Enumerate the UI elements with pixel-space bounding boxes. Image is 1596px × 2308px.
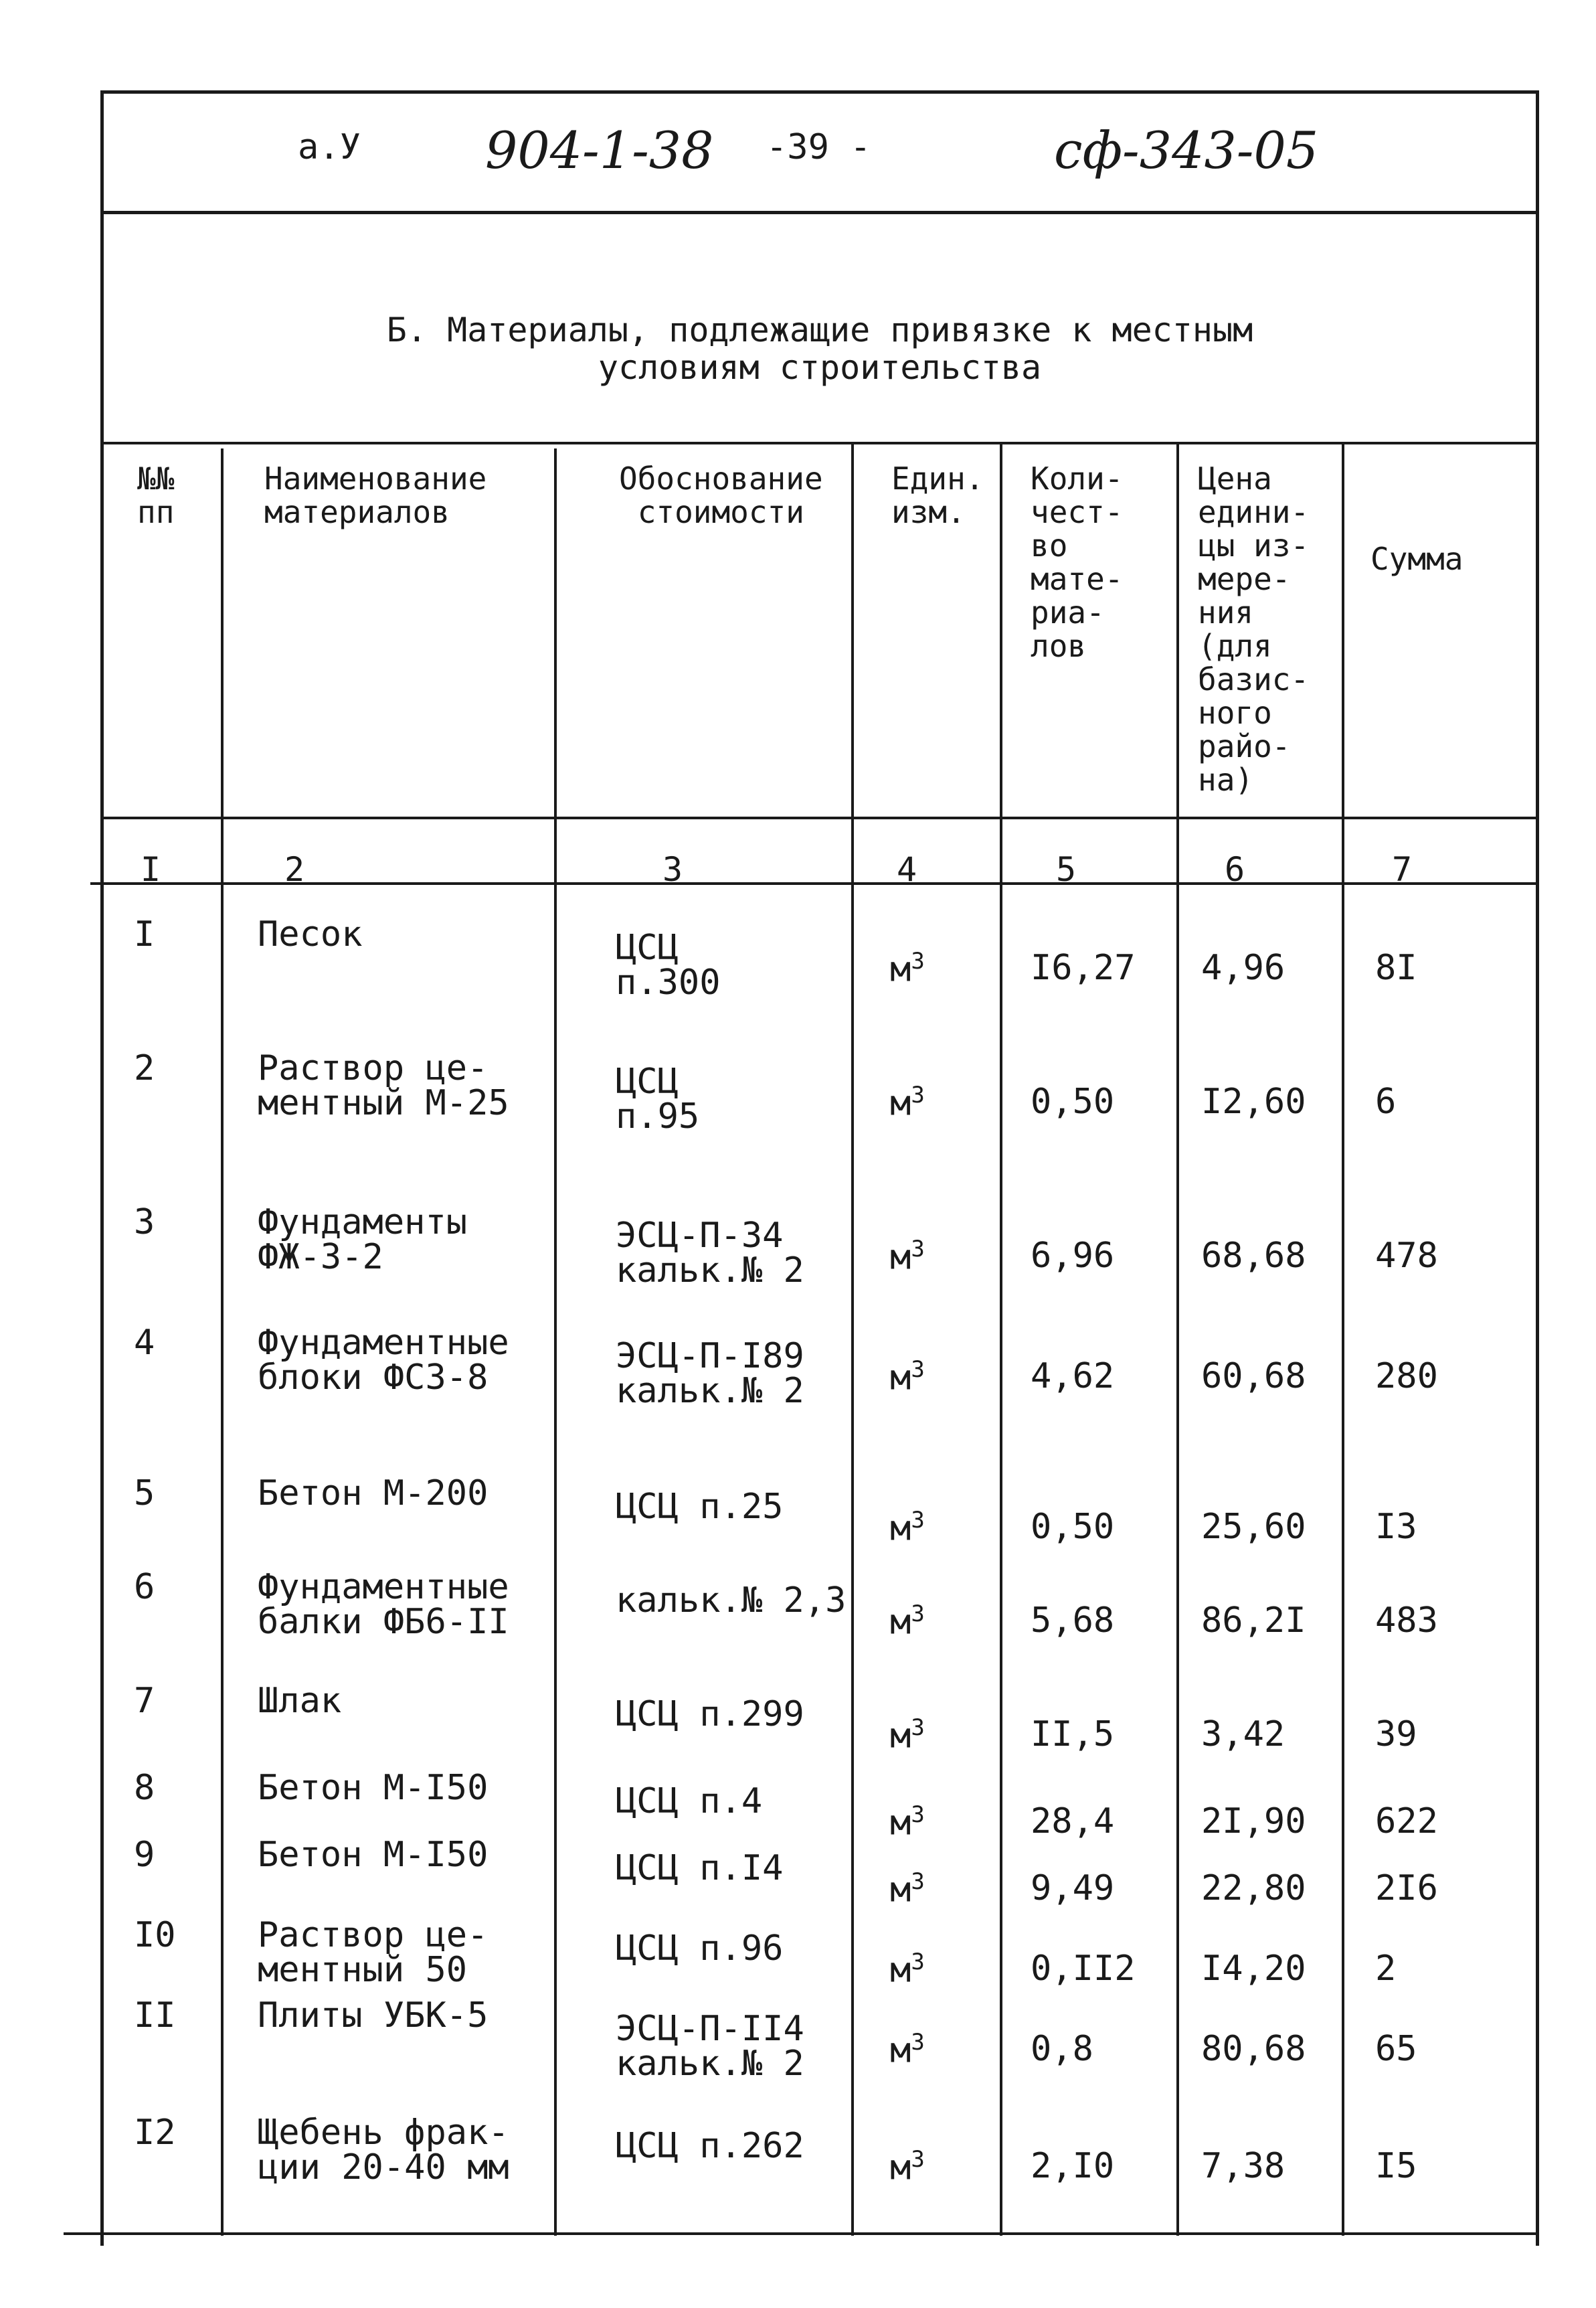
cell-sum: 8I — [1375, 948, 1417, 988]
cell-qty: 0,8 — [1031, 2029, 1093, 2069]
column-number: I — [141, 850, 161, 889]
cell-price: 86,2I — [1201, 1600, 1306, 1641]
col-header-price: Цена едини- цы из- мере- ния (для базис- ного райо- на) — [1198, 461, 1310, 798]
cell-sum: I5 — [1375, 2146, 1417, 2186]
cell-sum: 478 — [1375, 1236, 1438, 1276]
cell-name: Фундаменты ФЖ-3-2 — [258, 1202, 468, 1277]
cell-qty: 0,II2 — [1031, 1949, 1136, 1989]
cell-qty: 6,96 — [1031, 1236, 1115, 1276]
col-divider-1 — [221, 448, 224, 2236]
cell-num: I — [134, 914, 155, 955]
cell-basis: ЦСЦ п.95 — [616, 1062, 700, 1137]
col-divider-4 — [1000, 442, 1002, 2236]
cell-basis: ЦСЦ п.96 — [616, 1928, 784, 1969]
cell-basis: ЦСЦ п.262 — [616, 2126, 804, 2166]
col-header-basis: Обоснование стоимости — [619, 461, 823, 530]
cell-qty: 0,50 — [1031, 1082, 1115, 1122]
cell-basis: ЦСЦ п.I4 — [616, 1848, 784, 1888]
unit-exponent: 3 — [911, 2029, 925, 2056]
unit-exponent: 3 — [911, 1600, 925, 1627]
cell-name: Щебень фрак- ции 20-40 мм — [258, 2113, 509, 2188]
cell-sum: 2I6 — [1375, 1868, 1438, 1908]
cell-price: 22,80 — [1201, 1868, 1306, 1908]
section-title-line1: Б. Материалы, подлежащие привязке к местным — [386, 311, 1253, 349]
cell-price: 2I,90 — [1201, 1801, 1306, 1841]
cell-basis: ЭСЦ-П-II4 кальк.№ 2 — [616, 2009, 804, 2084]
cell-unit: $м^3$ — [890, 1600, 925, 1643]
cell-num: 5 — [134, 1473, 155, 1513]
column-number: 4 — [897, 850, 917, 889]
unit-exponent: 3 — [911, 1236, 925, 1262]
cell-price: 60,68 — [1201, 1356, 1306, 1396]
cell-name: Шлак — [258, 1681, 342, 1721]
cell-name: Фундаментные балки ФБ6-II — [258, 1567, 509, 1642]
col-divider-5 — [1176, 442, 1179, 2236]
unit-exponent: 3 — [911, 1507, 925, 1534]
cell-num: II — [134, 1995, 176, 2036]
cell-name: Плиты УБК-5 — [258, 1995, 489, 2036]
section-title — [100, 311, 1539, 386]
column-number: 3 — [662, 850, 683, 889]
cell-name: Раствор це- ментный М-25 — [258, 1048, 509, 1123]
table-top-rule — [100, 442, 1539, 444]
cell-num: I0 — [134, 1915, 176, 1955]
cell-price: 80,68 — [1201, 2029, 1306, 2069]
cell-name: Бетон М-I50 — [258, 1768, 489, 1808]
col-header-name: Наименование материалов — [264, 461, 487, 530]
col-divider-2 — [554, 448, 557, 2236]
cell-sum: 483 — [1375, 1600, 1438, 1641]
col-divider-6 — [1342, 442, 1344, 2236]
cell-sum: 39 — [1375, 1714, 1417, 1754]
col-header-unit: Един. изм. — [891, 461, 984, 530]
cell-name: Раствор це- ментный 50 — [258, 1915, 489, 1990]
cell-name: Бетон М-200 — [258, 1473, 489, 1513]
cell-name: Бетон М-I50 — [258, 1835, 489, 1875]
cell-unit: $м^3$ — [890, 1082, 925, 1124]
cell-unit: $м^3$ — [890, 1714, 925, 1756]
cell-sum: 6 — [1375, 1082, 1397, 1122]
project-code: 904-1-38 — [485, 120, 714, 180]
cell-unit: $м^3$ — [890, 2029, 925, 2071]
cell-num: I2 — [134, 2113, 176, 2153]
cell-qty: 2,I0 — [1031, 2146, 1115, 2186]
cell-num: 2 — [134, 1048, 155, 1088]
unit-exponent: 3 — [911, 948, 925, 975]
cell-unit: $м^3$ — [890, 1949, 925, 1991]
column-number: 5 — [1056, 850, 1077, 889]
page-number: -39 - — [766, 127, 871, 167]
cell-sum: 280 — [1375, 1356, 1438, 1396]
cell-qty: 9,49 — [1031, 1868, 1115, 1908]
cell-price: 3,42 — [1201, 1714, 1285, 1754]
cell-basis: ЦСЦ п.299 — [616, 1694, 804, 1734]
cell-unit: $м^3$ — [890, 1236, 925, 1278]
cell-num: 8 — [134, 1768, 155, 1808]
cell-unit: $м^3$ — [890, 1801, 925, 1843]
col-header-num: №№ пп — [137, 461, 175, 530]
cell-num: 3 — [134, 1202, 155, 1242]
cell-price: 25,60 — [1201, 1507, 1306, 1547]
column-number: 6 — [1225, 850, 1245, 889]
col-header-sum: Сумма — [1370, 541, 1464, 577]
unit-exponent: 3 — [911, 1356, 925, 1383]
cell-unit: $м^3$ — [890, 1868, 925, 1910]
cell-unit: $м^3$ — [890, 2146, 925, 2188]
unit-exponent: 3 — [911, 1714, 925, 1741]
cell-basis: ЦСЦ п.25 — [616, 1487, 784, 1527]
unit-exponent: 3 — [911, 1801, 925, 1828]
table-bottom-rule — [64, 2232, 1539, 2235]
unit-exponent: 3 — [911, 2146, 925, 2173]
cell-price: I2,60 — [1201, 1082, 1306, 1122]
cell-price: I4,20 — [1201, 1949, 1306, 1989]
cell-unit: $м^3$ — [890, 1356, 925, 1398]
cell-num: 4 — [134, 1323, 155, 1363]
column-number: 2 — [284, 850, 305, 889]
col-divider-3 — [851, 442, 854, 2236]
sheet-label: а.У — [298, 127, 361, 167]
cell-name: Фундаментные блоки ФСЗ-8 — [258, 1323, 509, 1398]
cell-name: Песок — [258, 914, 363, 955]
header-bottom-rule — [100, 817, 1539, 819]
cell-num: 6 — [134, 1567, 155, 1607]
cell-qty: I6,27 — [1031, 948, 1136, 988]
cell-qty: 28,4 — [1031, 1801, 1115, 1841]
cell-qty: 0,50 — [1031, 1507, 1115, 1547]
cell-sum: 622 — [1375, 1801, 1438, 1841]
cell-sum: 65 — [1375, 2029, 1417, 2069]
cell-qty: II,5 — [1031, 1714, 1115, 1754]
cell-sum: 2 — [1375, 1949, 1397, 1989]
cell-basis: ЭСЦ-П-I89 кальк.№ 2 — [616, 1336, 804, 1411]
column-number: 7 — [1392, 850, 1413, 889]
unit-exponent: 3 — [911, 1868, 925, 1895]
cell-qty: 4,62 — [1031, 1356, 1115, 1396]
cell-num: 7 — [134, 1681, 155, 1721]
document-code: сф-343-05 — [1054, 120, 1319, 180]
unit-exponent: 3 — [911, 1949, 925, 1975]
cell-basis: ЦСЦ п.300 — [616, 928, 721, 1003]
cell-basis: ЦСЦ п.4 — [616, 1781, 763, 1821]
col-header-qty: Коли- чест- во мате- риа- лов — [1031, 461, 1124, 664]
colnum-bottom-rule — [90, 882, 1539, 885]
unit-exponent: 3 — [911, 1082, 925, 1108]
cell-basis: кальк.№ 2,3 — [616, 1580, 847, 1621]
cell-basis: ЭСЦ-П-34 кальк.№ 2 — [616, 1216, 804, 1291]
cell-num: 9 — [134, 1835, 155, 1875]
cell-unit: $м^3$ — [890, 1507, 925, 1549]
cell-price: 4,96 — [1201, 948, 1285, 988]
section-title-line2: условиям строительства — [598, 348, 1042, 387]
cell-unit: $м^3$ — [890, 948, 925, 990]
cell-price: 7,38 — [1201, 2146, 1285, 2186]
cell-price: 68,68 — [1201, 1236, 1306, 1276]
cell-sum: I3 — [1375, 1507, 1417, 1547]
cell-qty: 5,68 — [1031, 1600, 1115, 1641]
